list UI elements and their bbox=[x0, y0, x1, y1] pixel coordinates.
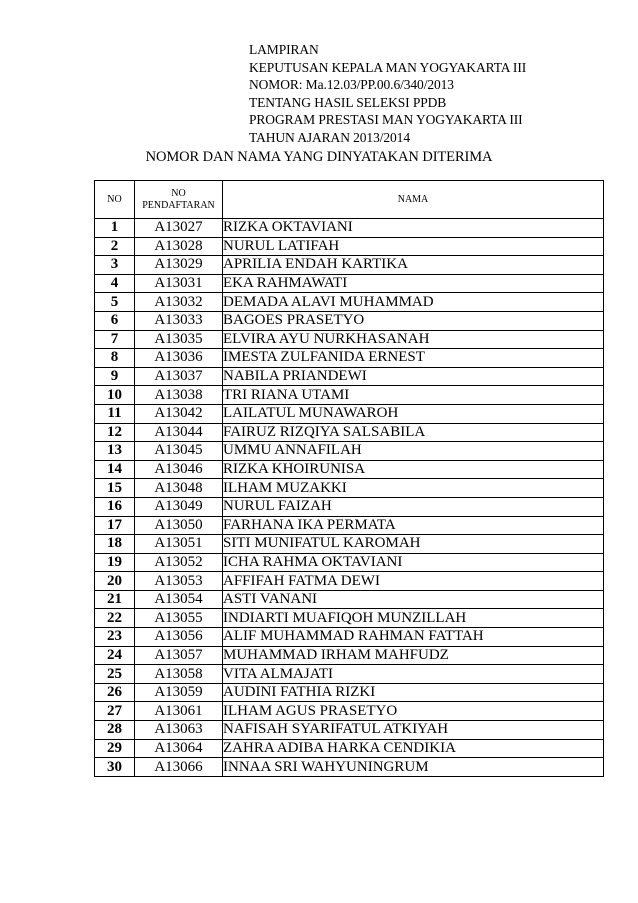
student-name-cell: NAFISAH SYARIFATUL ATKIYAH bbox=[223, 721, 604, 740]
row-number-cell: 17 bbox=[95, 516, 135, 535]
student-name-cell: MUHAMMAD IRHAM MAHFUDZ bbox=[223, 646, 604, 665]
table-row bbox=[95, 442, 604, 461]
row-number-cell: 30 bbox=[95, 758, 135, 777]
registration-number-cell: A13048 bbox=[135, 479, 223, 498]
row-number-cell: 10 bbox=[95, 386, 135, 405]
row-number-cell: 13 bbox=[95, 442, 135, 461]
registration-number-cell: A13057 bbox=[135, 646, 223, 665]
registration-number-cell: A13027 bbox=[135, 219, 223, 238]
table-row bbox=[95, 590, 604, 609]
header-line-decree: KEPUTUSAN KEPALA MAN YOGYAKARTA III bbox=[249, 59, 527, 75]
student-name-cell: LAILATUL MUNAWAROH bbox=[223, 404, 604, 423]
table-row bbox=[95, 349, 604, 368]
table-row bbox=[95, 572, 604, 591]
student-name-cell: ASTI VANANI bbox=[223, 590, 604, 609]
row-number-cell: 11 bbox=[95, 404, 135, 423]
student-name-cell: AUDINI FATHIA RIZKI bbox=[223, 683, 604, 702]
registration-number-cell: A13056 bbox=[135, 628, 223, 647]
row-number-cell: 21 bbox=[95, 590, 135, 609]
row-number-cell: 23 bbox=[95, 628, 135, 647]
registration-number-cell: A13032 bbox=[135, 293, 223, 312]
registration-number-cell: A13055 bbox=[135, 609, 223, 628]
registration-number-cell: A13050 bbox=[135, 516, 223, 535]
registration-number-cell: A13049 bbox=[135, 497, 223, 516]
table-row bbox=[95, 274, 604, 293]
row-number-cell: 15 bbox=[95, 479, 135, 498]
student-name-cell: FAIRUZ RIZQIYA SALSABILA bbox=[223, 423, 604, 442]
student-name-cell: TRI RIANA UTAMI bbox=[223, 386, 604, 405]
row-number-cell: 24 bbox=[95, 646, 135, 665]
student-name-cell: INDIARTI MUAFIQOH MUNZILLAH bbox=[223, 609, 604, 628]
table-row bbox=[95, 609, 604, 628]
student-name-cell: NABILA PRIANDEWI bbox=[223, 367, 604, 386]
table-row bbox=[95, 758, 604, 777]
registration-number-cell: A13054 bbox=[135, 590, 223, 609]
student-name-cell: APRILIA ENDAH KARTIKA bbox=[223, 256, 604, 275]
registration-number-cell: A13033 bbox=[135, 311, 223, 330]
registration-number-cell: A13038 bbox=[135, 386, 223, 405]
header-line-subject: TENTANG HASIL SELEKSI PPDB bbox=[249, 94, 447, 110]
student-name-cell: ZAHRA ADIBA HARKA CENDIKIA bbox=[223, 739, 604, 758]
student-name-cell: UMMU ANNAFILAH bbox=[223, 442, 604, 461]
row-number-cell: 22 bbox=[95, 609, 135, 628]
registration-number-cell: A13036 bbox=[135, 349, 223, 368]
registration-number-cell: A13042 bbox=[135, 404, 223, 423]
table-row bbox=[95, 535, 604, 554]
student-name-cell: ICHA RAHMA OKTAVIANI bbox=[223, 553, 604, 572]
student-name-cell: RIZKA OKTAVIANI bbox=[223, 219, 604, 238]
row-number-cell: 25 bbox=[95, 665, 135, 684]
row-number-cell: 12 bbox=[95, 423, 135, 442]
registration-number-cell: A13063 bbox=[135, 721, 223, 740]
table-row bbox=[95, 256, 604, 275]
row-number-cell: 29 bbox=[95, 739, 135, 758]
row-number-cell: 28 bbox=[95, 721, 135, 740]
registration-number-cell: A13051 bbox=[135, 535, 223, 554]
table-row bbox=[95, 516, 604, 535]
table-row bbox=[95, 553, 604, 572]
student-name-cell: BAGOES PRASETYO bbox=[223, 311, 604, 330]
table-row bbox=[95, 460, 604, 479]
row-number-cell: 2 bbox=[95, 237, 135, 256]
registration-number-cell: A13028 bbox=[135, 237, 223, 256]
table-row bbox=[95, 311, 604, 330]
table-row bbox=[95, 739, 604, 758]
row-number-cell: 19 bbox=[95, 553, 135, 572]
header-line-academic-year: TAHUN AJARAN 2013/2014 bbox=[249, 129, 410, 145]
student-name-cell: ELVIRA AYU NURKHASANAH bbox=[223, 330, 604, 349]
student-name-cell: AFFIFAH FATMA DEWI bbox=[223, 572, 604, 591]
column-header-registration-number: NO PENDAFTARAN bbox=[135, 181, 223, 219]
row-number-cell: 3 bbox=[95, 256, 135, 275]
row-number-cell: 6 bbox=[95, 311, 135, 330]
registration-number-cell: A13031 bbox=[135, 274, 223, 293]
header-line-attachment: LAMPIRAN bbox=[249, 42, 319, 57]
table-row bbox=[95, 423, 604, 442]
header-line-program: PROGRAM PRESTASI MAN YOGYAKARTA III bbox=[249, 112, 523, 128]
registration-number-cell: A13053 bbox=[135, 572, 223, 591]
student-name-cell: FARHANA IKA PERMATA bbox=[223, 516, 604, 535]
registration-number-cell: A13066 bbox=[135, 758, 223, 777]
student-name-cell: ILHAM MUZAKKI bbox=[223, 479, 604, 498]
student-name-cell: EKA RAHMAWATI bbox=[223, 274, 604, 293]
table-row bbox=[95, 293, 604, 312]
row-number-cell: 7 bbox=[95, 330, 135, 349]
table-row bbox=[95, 404, 604, 423]
table-row bbox=[95, 386, 604, 405]
student-name-cell: NURUL LATIFAH bbox=[223, 237, 604, 256]
registration-number-cell: A13058 bbox=[135, 665, 223, 684]
table-row bbox=[95, 219, 604, 238]
table-row bbox=[95, 721, 604, 740]
row-number-cell: 18 bbox=[95, 535, 135, 554]
row-number-cell: 9 bbox=[95, 367, 135, 386]
student-name-cell: RIZKA KHOIRUNISA bbox=[223, 460, 604, 479]
registration-number-cell: A13037 bbox=[135, 367, 223, 386]
registration-number-cell: A13059 bbox=[135, 683, 223, 702]
table-row bbox=[95, 683, 604, 702]
row-number-cell: 1 bbox=[95, 219, 135, 238]
student-name-cell: NURUL FAIZAH bbox=[223, 497, 604, 516]
table-row bbox=[95, 628, 604, 647]
table-header-row bbox=[95, 181, 604, 219]
student-name-cell: ALIF MUHAMMAD RAHMAN FATTAH bbox=[223, 628, 604, 647]
table-body bbox=[95, 219, 604, 777]
row-number-cell: 8 bbox=[95, 349, 135, 368]
registration-number-cell: A13064 bbox=[135, 739, 223, 758]
row-number-cell: 16 bbox=[95, 497, 135, 516]
accepted-students-table bbox=[94, 180, 604, 777]
registration-number-cell: A13061 bbox=[135, 702, 223, 721]
student-name-cell: DEMADA ALAVI MUHAMMAD bbox=[223, 293, 604, 312]
table-row bbox=[95, 646, 604, 665]
table-row bbox=[95, 665, 604, 684]
student-name-cell: VITA ALMAJATI bbox=[223, 665, 604, 684]
table-row bbox=[95, 330, 604, 349]
row-number-cell: 20 bbox=[95, 572, 135, 591]
registration-number-cell: A13045 bbox=[135, 442, 223, 461]
table-row bbox=[95, 237, 604, 256]
table-row bbox=[95, 479, 604, 498]
document-header bbox=[249, 41, 609, 147]
table-row bbox=[95, 367, 604, 386]
row-number-cell: 14 bbox=[95, 460, 135, 479]
column-header-name: NAMA bbox=[223, 181, 604, 219]
registration-number-cell: A13035 bbox=[135, 330, 223, 349]
header-line-number: NOMOR: Ma.12.03/PP.00.6/340/2013 bbox=[249, 77, 454, 93]
table-title: NOMOR DAN NAMA YANG DINYATAKAN DITERIMA bbox=[145, 149, 493, 165]
registration-number-cell: A13052 bbox=[135, 553, 223, 572]
row-number-cell: 27 bbox=[95, 702, 135, 721]
student-name-cell: SITI MUNIFATUL KAROMAH bbox=[223, 535, 604, 554]
student-name-cell: ILHAM AGUS PRASETYO bbox=[223, 702, 604, 721]
registration-number-cell: A13046 bbox=[135, 460, 223, 479]
registration-number-cell: A13029 bbox=[135, 256, 223, 275]
table-row bbox=[95, 702, 604, 721]
student-name-cell: IMESTA ZULFANIDA ERNEST bbox=[223, 349, 604, 368]
table-row bbox=[95, 497, 604, 516]
student-name-cell: INNAA SRI WAHYUNINGRUM bbox=[223, 758, 604, 777]
row-number-cell: 4 bbox=[95, 274, 135, 293]
column-header-no: NO bbox=[95, 181, 135, 219]
registration-number-cell: A13044 bbox=[135, 423, 223, 442]
row-number-cell: 5 bbox=[95, 293, 135, 312]
row-number-cell: 26 bbox=[95, 683, 135, 702]
